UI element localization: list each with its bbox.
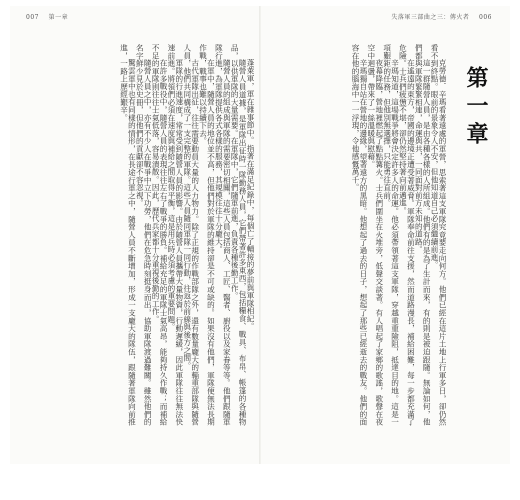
paragraph: 夜幕降臨，營地裡燃起了點點篝火。士兵們圍坐在火堆旁，低聲交談著。有人唱起了家鄉的歌謠，歌聲在夜空中迴盪，帶來了一絲溫暖與慰藉。 bbox=[366, 44, 384, 426]
right-page-running-title: 失落軍三部曲之三：傳火者 bbox=[391, 14, 470, 21]
paragraph: 在軍中，隨營人員的地位並不高，但他們對於軍隊的維持卻是不可或缺的。如果沒有他們，軍隊便無法長期作戰，戰事也難以持續下去。 bbox=[198, 44, 216, 426]
paragraph: 這一群隨營人員，是由各種各樣的人所組成。他們有的是為了生計而來，有的則是被迫跟隨。無論如何，他們都與軍隊緊緊相連，命運與共，一同面對前方未知的道路。 bbox=[414, 44, 432, 426]
right-page-header bbox=[391, 12, 492, 21]
paragraph: 古代軍隊出征，往往需要動員大量的人力物力。除了正規的作戰部隊之外，還有數量龐大的輜重部隊與隨營人員，他們共同構成了一支完整的軍隊。這些人員隨同軍隊一同行動，往返於前線與後方之間。 bbox=[182, 44, 200, 426]
left-page-number: 007 bbox=[26, 14, 39, 21]
left-page-header bbox=[26, 12, 68, 21]
chapter-title: 第一章 bbox=[463, 66, 489, 150]
book-gutter bbox=[259, 6, 261, 464]
paragraph: 蓬萊軍，軍在雜事節中。指著在滿足紀錄中，每個亡了輔接的夢前與軍隊相紀。 bbox=[246, 59, 255, 331]
right-page bbox=[264, 6, 508, 464]
left-page-running-title: 第一章 bbox=[48, 14, 69, 21]
paragraph: 在遙遠的東方，帝國的邊境正遭受著威脅。軍隊奉命前往支援，然而道路漫長，補給困難，每一步都充滿了危險。士兵們疲憊不堪，卻仍然堅持著向前邁進。 bbox=[398, 44, 416, 426]
paragraph: 隨營人員之中，亦有不少人在戰爭中立下功勞，他們在危急時刻挺身而出，協助軍隊渡過難關。雖然他們的名字鮮少見於史冊，但他們的貢獻卻不容忽視。 bbox=[135, 44, 153, 426]
paragraph: 辛瑪知道，這場戰爭將會決定許多人的命運。他必須帶領著這支軍隊，穿越重重險阻，抵達目的地。這是一項艱鉅的任務，但他別無選擇，只能勇往直前。 bbox=[382, 44, 400, 426]
paragraph: 辛瑪獨自站在營地的邊緣，望著遠方的黑暗。他想起了過去的日子，想起了那些已經逝去的戰友。他們的面容在他的腦海中一一浮現，令他感慨萬千。 bbox=[351, 44, 368, 426]
right-page-number: 006 bbox=[479, 14, 492, 21]
paragraph: 克勞德．辛瑪看著遠處的軍營，思索著這支軍隊究竟要走向何方。他們已經在這片土地上行軍多日，卻仍然看不到終點。眼前的景象令人不安，但他知道自己必須繼續前進。 bbox=[430, 44, 447, 426]
left-page-body bbox=[26, 44, 254, 426]
paragraph: 在許多戰役中，隨營人員的表現往往左右了戰爭的勝負。補給充足的軍隊士氣高昂，能夠持久作戰；而補給不足的軍隊則往往士氣低落，容易潰散。因此，歷代兵家都十分重視後勤的工作。 bbox=[151, 44, 169, 426]
left-page bbox=[12, 6, 256, 464]
right-page-body bbox=[268, 44, 446, 426]
paragraph: 隨營人員道據，是軍隊出征時一隊勤務人員，它們帶著許多東西，包括糧食、戰具、布帛、帳篷的各種物品，以供軍隊的大量需要。在軍隊中，它們隨軍前進，負責各種後勤工作。 bbox=[230, 44, 248, 426]
paragraph: 軍隊的行進速度，常常受到隨營人員的影響。由於隨營人員攜帶大量物資，行動遲緩，因此軍隊往往無法快速前進。將領們必須在速度與補給之間取得平衡，這是用兵時必須考慮的重要問題。 bbox=[166, 44, 184, 426]
book-spread bbox=[10, 6, 510, 464]
paragraph: 驚雲軍中也有同樣的情形，在長途行軍之中，隨營人員不斷增加，形成一支龐大的隊伍，跟隨著軍隊向前推進，一路上歷經艱辛。 bbox=[119, 44, 137, 426]
paragraph: 隨營人員的組成與軍隊的需要密切相關，這些人員包括商人、工匠、醫者、廚役以及家眷等等。他們跟隨軍隊行進，為軍隊提供各式各樣的服務，其規模往往十分龐大。 bbox=[214, 44, 232, 426]
